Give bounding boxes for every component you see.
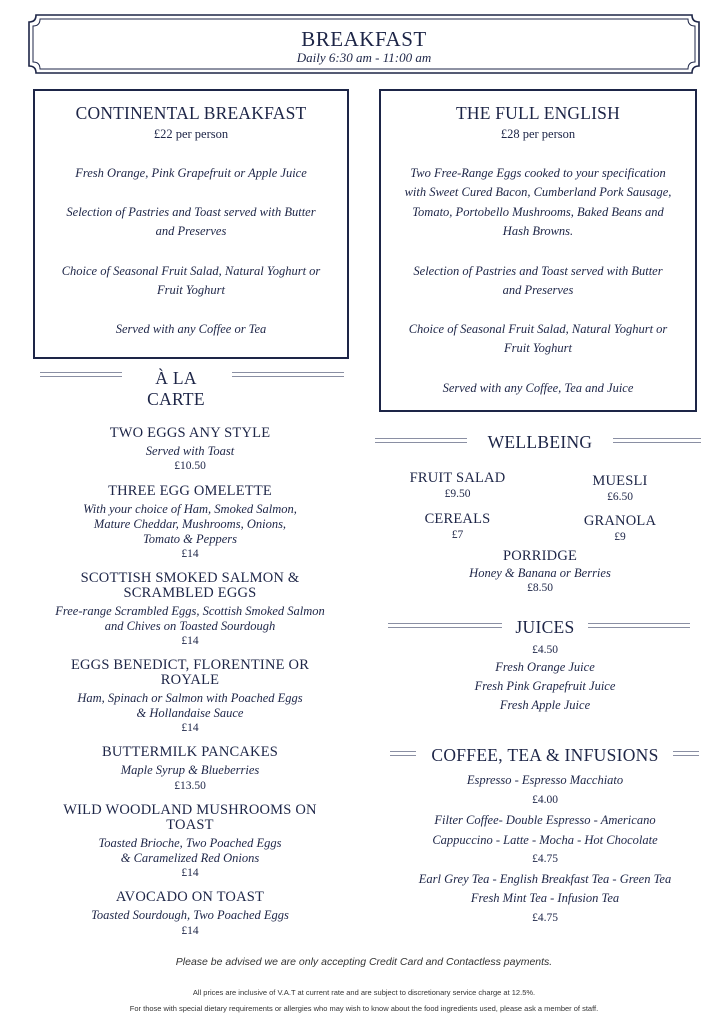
full-english-line: Choice of Seasonal Fruit Salad, Natural Yoghurt or — [408, 322, 668, 336]
menu-item-title: TWO EGGS ANY STYLE — [109, 425, 271, 441]
full-english-line: Selection of Pastries and Toast served with Butter — [413, 264, 663, 278]
porridge-price: £8.50 — [527, 582, 553, 594]
continental-price: £22 per person — [153, 127, 229, 141]
porridge-desc: Honey & Banana or Berries — [469, 566, 611, 580]
section-rule — [388, 623, 502, 628]
full-english-line: Two Free-Range Eggs cooked to your specification — [410, 166, 666, 180]
continental-line: Served with any Coffee or Tea — [115, 322, 267, 336]
full-english-line: with Sweet Cured Bacon, Cumberland Pork Sausage, — [404, 185, 672, 199]
allergy-note: For those with special dietary requirements or allergies who may wish to know about the food ingredients used, please ask a member of staff. — [129, 1004, 599, 1013]
coffee-line: Filter Coffee- Double Espresso - Americano — [434, 813, 656, 827]
menu-item-desc: Ham, Spinach or Salmon with Poached Eggs — [77, 691, 303, 705]
cereals-price: £7 — [451, 529, 464, 541]
menu-item-price: £14 — [181, 867, 199, 879]
full-english-line: and Preserves — [502, 283, 574, 297]
section-rule — [673, 751, 699, 756]
juices-price: £4.50 — [532, 644, 558, 656]
menu-item-desc: Tomato & Peppers — [143, 532, 237, 546]
coffee-price: £4.00 — [532, 794, 558, 806]
full-english-line: Fruit Yoghurt — [504, 341, 572, 355]
continental-line: Fruit Yoghurt — [157, 283, 225, 297]
continental-title: CONTINENTAL BREAKFAST — [75, 103, 307, 123]
menu-item-desc: Served with Toast — [145, 444, 235, 458]
menu-item-price: £10.50 — [174, 460, 206, 472]
menu-item-desc: Toasted Brioche, Two Poached Eggs — [98, 836, 282, 850]
menu-item-desc: Maple Syrup & Blueberries — [120, 763, 260, 777]
juice-item: Fresh Apple Juice — [499, 698, 591, 712]
page-title: BREAKFAST — [301, 27, 427, 51]
section-rule — [613, 438, 701, 443]
granola-price: £9 — [614, 531, 626, 543]
full-english-price: £28 per person — [500, 127, 576, 141]
menu-item-desc: With your choice of Ham, Smoked Salmon, — [83, 502, 297, 516]
fruit-salad-title: FRUIT SALAD — [409, 470, 506, 486]
coffee-line: Fresh Mint Tea - Infusion Tea — [470, 891, 620, 905]
payment-note: Please be advised we are only accepting Credit Card and Contactless payments. — [175, 956, 553, 968]
continental-line: Selection of Pastries and Toast served with Butter — [66, 205, 316, 219]
granola-title: GRANOLA — [583, 513, 657, 529]
menu-item-price: £14 — [181, 635, 199, 647]
menu-item-desc: & Hollandaise Sauce — [136, 706, 244, 720]
juice-item: Fresh Pink Grapefruit Juice — [474, 679, 616, 693]
porridge-title: PORRIDGE — [502, 548, 578, 564]
continental-line: and Preserves — [155, 224, 227, 238]
section-rule — [375, 438, 467, 443]
menu-item-desc: & Caramelized Red Onions — [120, 851, 260, 865]
muesli-price: £6.50 — [607, 491, 633, 503]
menu-item-desc: Mature Cheddar, Mushrooms, Onions, — [93, 517, 287, 531]
coffee-price: £4.75 — [532, 853, 558, 865]
continental-line: Fresh Orange, Pink Grapefruit or Apple Juice — [75, 166, 307, 180]
full-english-line: Tomato, Portobello Mushrooms, Baked Beans and — [412, 205, 664, 219]
menu-item-title: AVOCADO ON TOAST — [115, 889, 265, 905]
menu-item-title: WILD WOODLAND MUSHROOMS ON — [63, 802, 317, 818]
menu-item-price: £13.50 — [174, 780, 206, 792]
coffee-title: COFFEE, TEA & INFUSIONS — [431, 745, 659, 765]
section-rule — [588, 623, 690, 628]
fruit-salad-price: £9.50 — [444, 488, 471, 500]
a-la-carte-title: À LA CARTE — [147, 368, 205, 409]
menu-item-title: SCRAMBLED EGGS — [123, 585, 257, 601]
wellbeing-title: WELLBEING — [487, 432, 593, 452]
menu-item-title: TOAST — [166, 817, 214, 833]
menu-item-title: ROYALE — [160, 672, 220, 688]
coffee-line: Cappuccino - Latte - Mocha - Hot Chocolate — [432, 833, 658, 847]
full-english-title: THE FULL ENGLISH — [456, 103, 620, 123]
menu-item-price: £14 — [181, 548, 199, 560]
menu-item-title: SCOTTISH SMOKED SALMON & — [80, 570, 300, 586]
coffee-line: Espresso - Espresso Macchiato — [466, 773, 624, 787]
coffee-line: Earl Grey Tea - English Breakfast Tea - Green Tea — [418, 872, 672, 886]
menu-item-price: £14 — [181, 925, 199, 937]
muesli-title: MUESLI — [592, 473, 648, 489]
menu-item-desc: Free-range Scrambled Eggs, Scottish Smoked Salmon — [55, 604, 325, 618]
menu-item-desc: Toasted Sourdough, Two Poached Eggs — [91, 908, 289, 922]
section-rule — [40, 372, 122, 377]
full-english-line: Served with any Coffee, Tea and Juice — [442, 381, 634, 395]
continental-line: Choice of Seasonal Fruit Salad, Natural Yoghurt or — [61, 264, 321, 278]
cereals-title: CEREALS — [424, 511, 491, 527]
juices-title: JUICES — [515, 617, 575, 637]
continental-breakfast-box — [33, 89, 349, 359]
section-rule — [390, 751, 416, 756]
full-english-line: Hash Browns. — [502, 224, 574, 238]
coffee-price: £4.75 — [532, 912, 558, 924]
service-hours: Daily 6:30 am - 11:00 am — [296, 50, 432, 65]
menu-item-title: THREE EGG OMELETTE — [108, 483, 272, 499]
menu-item-title: BUTTERMILK PANCAKES — [101, 744, 279, 760]
menu-item-price: £14 — [181, 722, 199, 734]
full-english-box — [379, 89, 697, 412]
juice-item: Fresh Orange Juice — [495, 660, 595, 674]
vat-note: All prices are inclusive of V.A.T at current rate and are subject to discretionary service charge at 12.5%. — [192, 988, 536, 997]
menu-item-desc: and Chives on Toasted Sourdough — [104, 619, 276, 633]
section-rule — [232, 372, 344, 377]
menu-item-title: EGGS BENEDICT, FLORENTINE OR — [70, 657, 310, 673]
